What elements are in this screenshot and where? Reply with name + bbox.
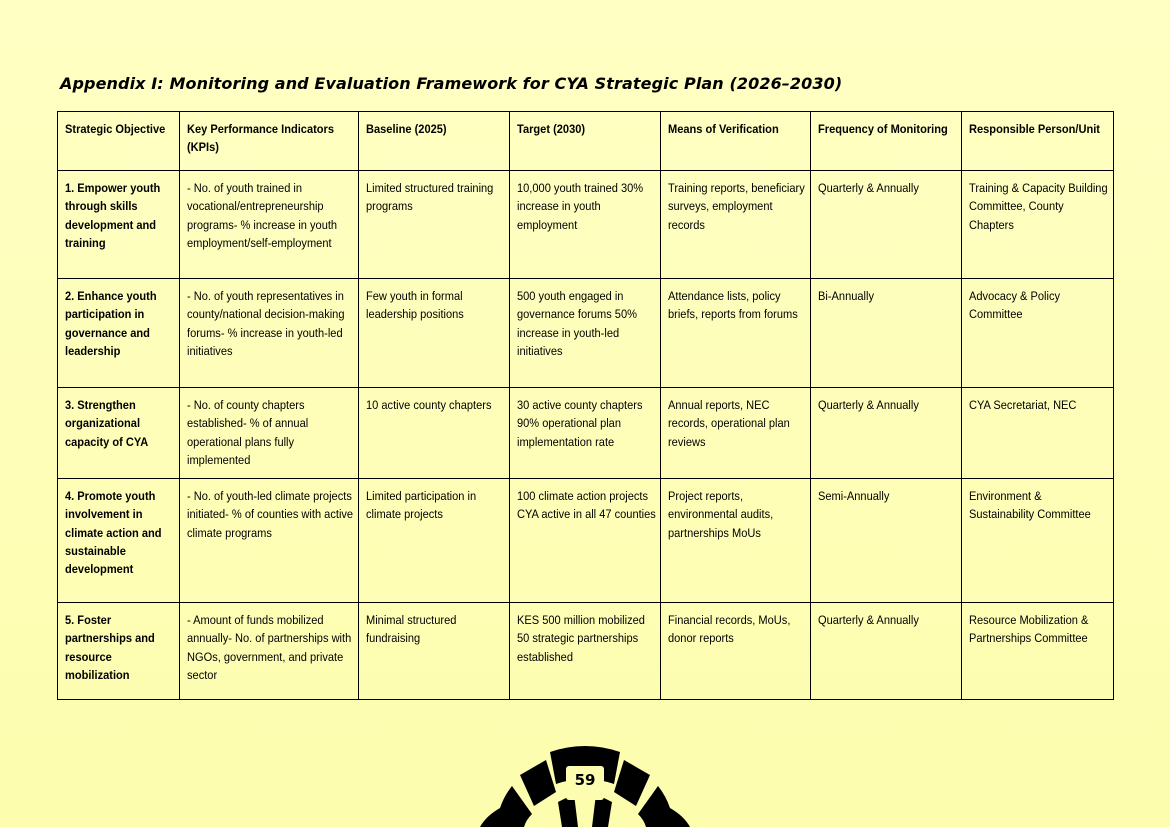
baseline-cell: Few youth in formal leadership positions xyxy=(359,279,510,388)
me-framework-table xyxy=(57,111,1114,700)
target-cell: 30 active county chapters 90% operational plan implementation rate xyxy=(510,388,661,479)
table-row xyxy=(58,171,1114,279)
table-row xyxy=(58,603,1114,700)
table-row xyxy=(58,388,1114,479)
frequency-cell: Quarterly & Annually xyxy=(811,171,962,279)
frequency-cell: Quarterly & Annually xyxy=(811,388,962,479)
header-cell: Key Performance Indicators (KPIs) xyxy=(180,112,359,171)
header-cell: Responsible Person/Unit xyxy=(962,112,1114,171)
baseline-cell: Limited participation in climate projects xyxy=(359,479,510,603)
frequency-cell: Quarterly & Annually xyxy=(811,603,962,700)
baseline-cell: 10 active county chapters xyxy=(359,388,510,479)
verification-cell: Attendance lists, policy briefs, reports from forums xyxy=(661,279,811,388)
frequency-cell: Bi-Annually xyxy=(811,279,962,388)
table-row xyxy=(58,279,1114,388)
header-cell: Frequency of Monitoring xyxy=(811,112,962,171)
objective-cell: 5. Foster partnerships and resource mobilization xyxy=(58,603,180,700)
table-header-row xyxy=(58,112,1114,171)
verification-cell: Training reports, beneficiary surveys, employment records xyxy=(661,171,811,279)
header-cell: Means of Verification xyxy=(661,112,811,171)
kpi-cell: - No. of county chapters established- % of annual operational plans fully implemented xyxy=(180,388,359,479)
page-number: 59 xyxy=(574,771,596,789)
baseline-cell: Minimal structured fundraising xyxy=(359,603,510,700)
header-cell: Target (2030) xyxy=(510,112,661,171)
responsible-cell: Resource Mobilization & Partnerships Committee xyxy=(962,603,1114,700)
kpi-cell: - No. of youth trained in vocational/entrepreneurship programs- % increase in youth employment/self-employment xyxy=(180,171,359,279)
header-cell: Baseline (2025) xyxy=(359,112,510,171)
responsible-cell: Advocacy & Policy Committee xyxy=(962,279,1114,388)
responsible-cell: Environment & Sustainability Committee xyxy=(962,479,1114,603)
responsible-cell: CYA Secretariat, NEC xyxy=(962,388,1114,479)
frequency-cell: Semi-Annually xyxy=(811,479,962,603)
target-cell: 10,000 youth trained 30% increase in youth employment xyxy=(510,171,661,279)
objective-cell: 1. Empower youth through skills development and training xyxy=(58,171,180,279)
kpi-cell: - No. of youth representatives in county/national decision-making forums- % increase in youth-led initiatives xyxy=(180,279,359,388)
kpi-cell: - No. of youth-led climate projects initiated- % of counties with active climate programs xyxy=(180,479,359,603)
verification-cell: Project reports, environmental audits, partnerships MoUs xyxy=(661,479,811,603)
header-cell: Strategic Objective xyxy=(58,112,180,171)
baseline-cell: Limited structured training programs xyxy=(359,171,510,279)
verification-cell: Financial records, MoUs, donor reports xyxy=(661,603,811,700)
objective-cell: 2. Enhance youth participation in governance and leadership xyxy=(58,279,180,388)
document-title: Appendix I: Monitoring and Evaluation Framework for CYA Strategic Plan (2026–2030) xyxy=(60,74,843,93)
target-cell: 500 youth engaged in governance forums 50% increase in youth-led initiatives xyxy=(510,279,661,388)
responsible-cell: Training & Capacity Building Committee, County Chapters xyxy=(962,171,1114,279)
objective-cell: 3. Strengthen organizational capacity of CYA xyxy=(58,388,180,479)
kpi-cell: - Amount of funds mobilized annually- No. of partnerships with NGOs, government, and private sector xyxy=(180,603,359,700)
target-cell: KES 500 million mobilized 50 strategic partnerships established xyxy=(510,603,661,700)
verification-cell: Annual reports, NEC records, operational plan reviews xyxy=(661,388,811,479)
table-row xyxy=(58,479,1114,603)
target-cell: 100 climate action projects CYA active in all 47 counties xyxy=(510,479,661,603)
objective-cell: 4. Promote youth involvement in climate action and sustainable development xyxy=(58,479,180,603)
